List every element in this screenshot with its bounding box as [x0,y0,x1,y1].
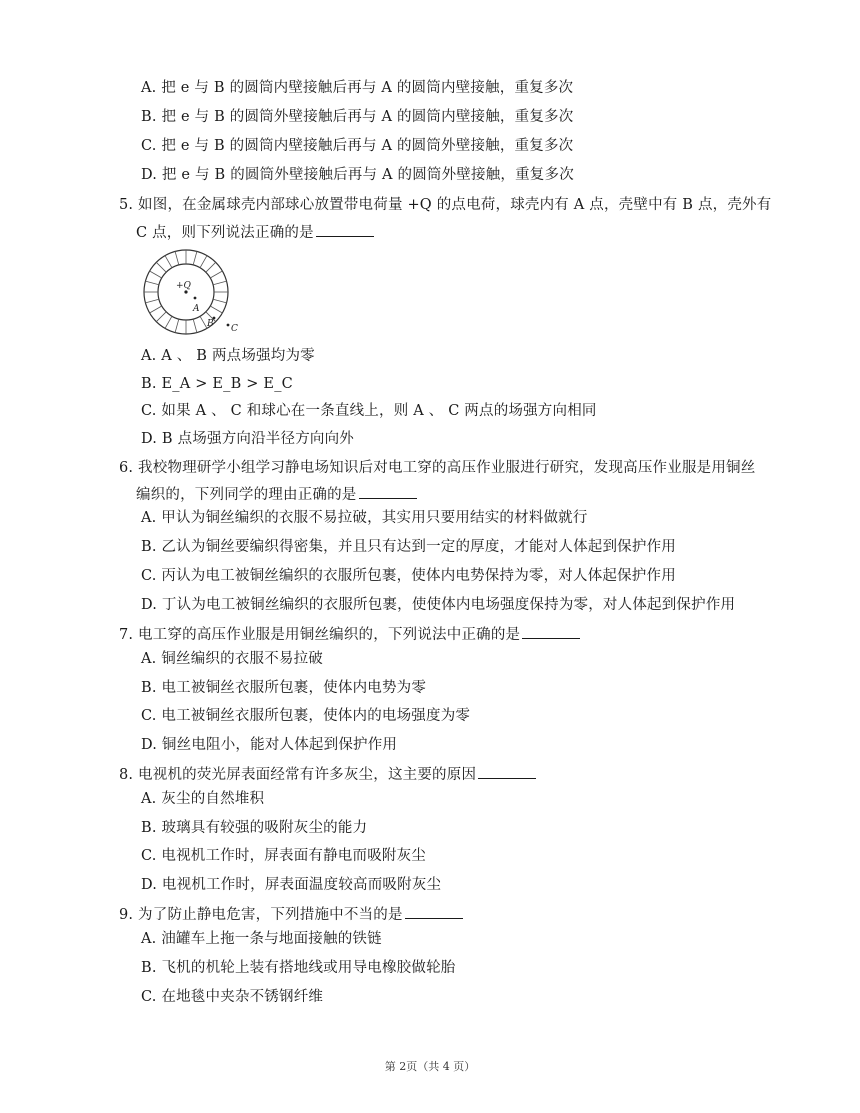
q5-option-d: D. B 点场强方向沿半径方向向外 [141,431,354,447]
q7-option-b: B. 电工被铜丝衣服所包裹，使体内电势为零 [141,680,427,696]
q5-option-a: A. A 、 B 两点场强均为零 [141,348,315,364]
q8-stem: 8. 电视机的荧光屏表面经常有许多灰尘，这主要的原因 [119,764,536,785]
answer-blank [359,484,417,499]
q5-stem-line2: C 点，则下列说法正确的是 [136,222,374,243]
metal-shell-figure [136,246,248,342]
answer-blank [316,222,374,237]
point-c-dot [227,324,230,327]
q4-option-a: A. 把 e 与 B 的圆筒内壁接触后再与 A 的圆筒内壁接触，重复多次 [141,80,574,96]
q9-option-a: A. 油罐车上拖一条与地面接触的铁链 [141,931,382,947]
q8-option-a: A. 灰尘的自然堆积 [141,791,265,807]
q7-stem: 7. 电工穿的高压作业服是用铜丝编织的，下列说法中正确的是 [119,624,580,645]
q4-option-b: B. 把 e 与 B 的圆筒外壁接触后再与 A 的圆筒内壁接触，重复多次 [141,109,574,125]
point-c-label: C [231,324,238,334]
q9-option-b: B. 飞机的机轮上装有搭地线或用导电橡胶做轮胎 [141,960,456,976]
page-footer: 第 2页（共 4 页） [384,1060,476,1073]
q6-option-c: C. 丙认为电工被铜丝编织的衣服所包裹，使体内电势保持为零，对人体起保护作用 [141,568,676,584]
q6-option-a: A. 甲认为铜丝编织的衣服不易拉破，其实用只要用结实的材料做就行 [141,510,588,526]
point-b-label: B [207,319,214,329]
answer-blank [405,904,463,919]
q7-option-d: D. 铜丝电阻小，能对人体起到保护作用 [141,737,398,753]
q4-option-d: D. 把 e 与 B 的圆筒外壁接触后再与 A 的圆筒外壁接触，重复多次 [141,167,574,183]
q8-option-c: C. 电视机工作时，屏表面有静电而吸附灰尘 [141,848,426,864]
q9-stem: 9. 为了防止静电危害，下列措施中不当的是 [119,904,463,925]
q7-option-c: C. 电工被铜丝衣服所包裹，使体内的电场强度为零 [141,708,471,724]
point-a-dot [194,297,197,300]
q9-option-c: C. 在地毯中夹杂不锈钢纤维 [141,989,324,1005]
q8-option-d: D. 电视机工作时，屏表面温度较高而吸附灰尘 [141,877,442,893]
q5-stem-line1: 5. 如图，在金属球壳内部球心放置带电荷量 +Q 的点电荷，球壳内有 A 点，壳壁中有 B 点，壳外有 [119,197,772,213]
q6-option-b: B. 乙认为铜丝要编织得密集，并且只有达到一定的厚度，才能对人体起到保护作用 [141,539,676,555]
q6-option-d: D. 丁认为电工被铜丝编织的衣服所包裹，使使体内电场强度保持为零，对人体起到保护作用 [141,597,736,613]
answer-blank [478,764,536,779]
q6-stem-line1: 6. 我校物理研学小组学习静电场知识后对电工穿的高压作业服进行研究，发现高压作业服是用铜丝 [119,460,756,476]
point-a-label: A [193,304,200,314]
q5-option-c: C. 如果 A 、 C 和球心在一条直线上，则 A 、 C 两点的场强方向相同 [141,403,597,419]
q5-option-b: B. E_A > E_B > E_C [141,376,293,392]
q8-option-b: B. 玻璃具有较强的吸附灰尘的能力 [141,820,368,836]
q7-option-a: A. 铜丝编织的衣服不易拉破 [141,651,323,667]
q6-stem-line2: 编织的，下列同学的理由正确的是 [136,484,417,505]
charge-label: +Q [176,281,191,291]
q4-option-c: C. 把 e 与 B 的圆筒内壁接触后再与 A 的圆筒外壁接触，重复多次 [141,138,574,154]
answer-blank [522,624,580,639]
